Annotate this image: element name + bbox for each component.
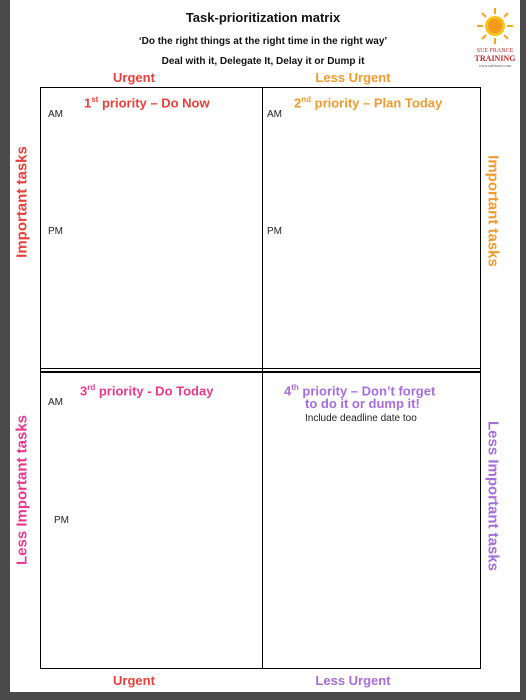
document-instruction: Deal with it, Delegate It, Delay it or Dump it [161,56,365,67]
document-quote: ‘Do the right things at the right time in the right way’ [138,36,388,47]
grid-left-border [40,87,41,669]
document-title: Task-prioritization matrix [185,10,341,25]
grid-vertical-divider [262,87,263,669]
column-header-less-urgent-bottom: Less Urgent [315,673,391,688]
sun-icon [470,6,520,46]
logo-line-2: TRAINING [474,54,516,63]
quadrant-2-pm-label: PM [267,226,282,237]
column-header-less-urgent-top: Less Urgent [315,70,391,85]
grid-top-border [40,87,480,88]
grid-horizontal-divider-upper [40,368,480,369]
quadrant-2-title: 2nd priority – Plan Today [294,95,443,111]
quadrant-1-pm-label: PM [48,226,63,237]
logo-line-1: SUE FRANCE [476,48,514,54]
quadrant-3-pm-label: PM [54,515,69,526]
quadrant-1-am-label: AM [48,109,63,120]
grid-right-border [480,87,481,669]
quadrant-2-am-label: AM [267,109,282,120]
column-header-urgent-bottom: Urgent [113,673,155,688]
grid-bottom-border [40,668,480,669]
sue-france-logo [470,6,520,68]
quadrant-4-note: Include deadline date too [305,413,417,424]
quadrant-1-title: 1st priority – Do Now [84,95,210,111]
quadrant-4-title-line-2: to do it or dump it! [305,396,420,411]
grid-horizontal-divider-lower [40,371,480,373]
quadrant-3-title: 3rd priority - Do Today [80,383,214,399]
logo-line-3: www.suefrance.com [478,63,512,68]
column-header-urgent-top: Urgent [113,70,155,85]
quadrant-3-am-label: AM [48,397,63,408]
quadrant-4-title: 4th priority – Don’t forget [284,383,436,399]
